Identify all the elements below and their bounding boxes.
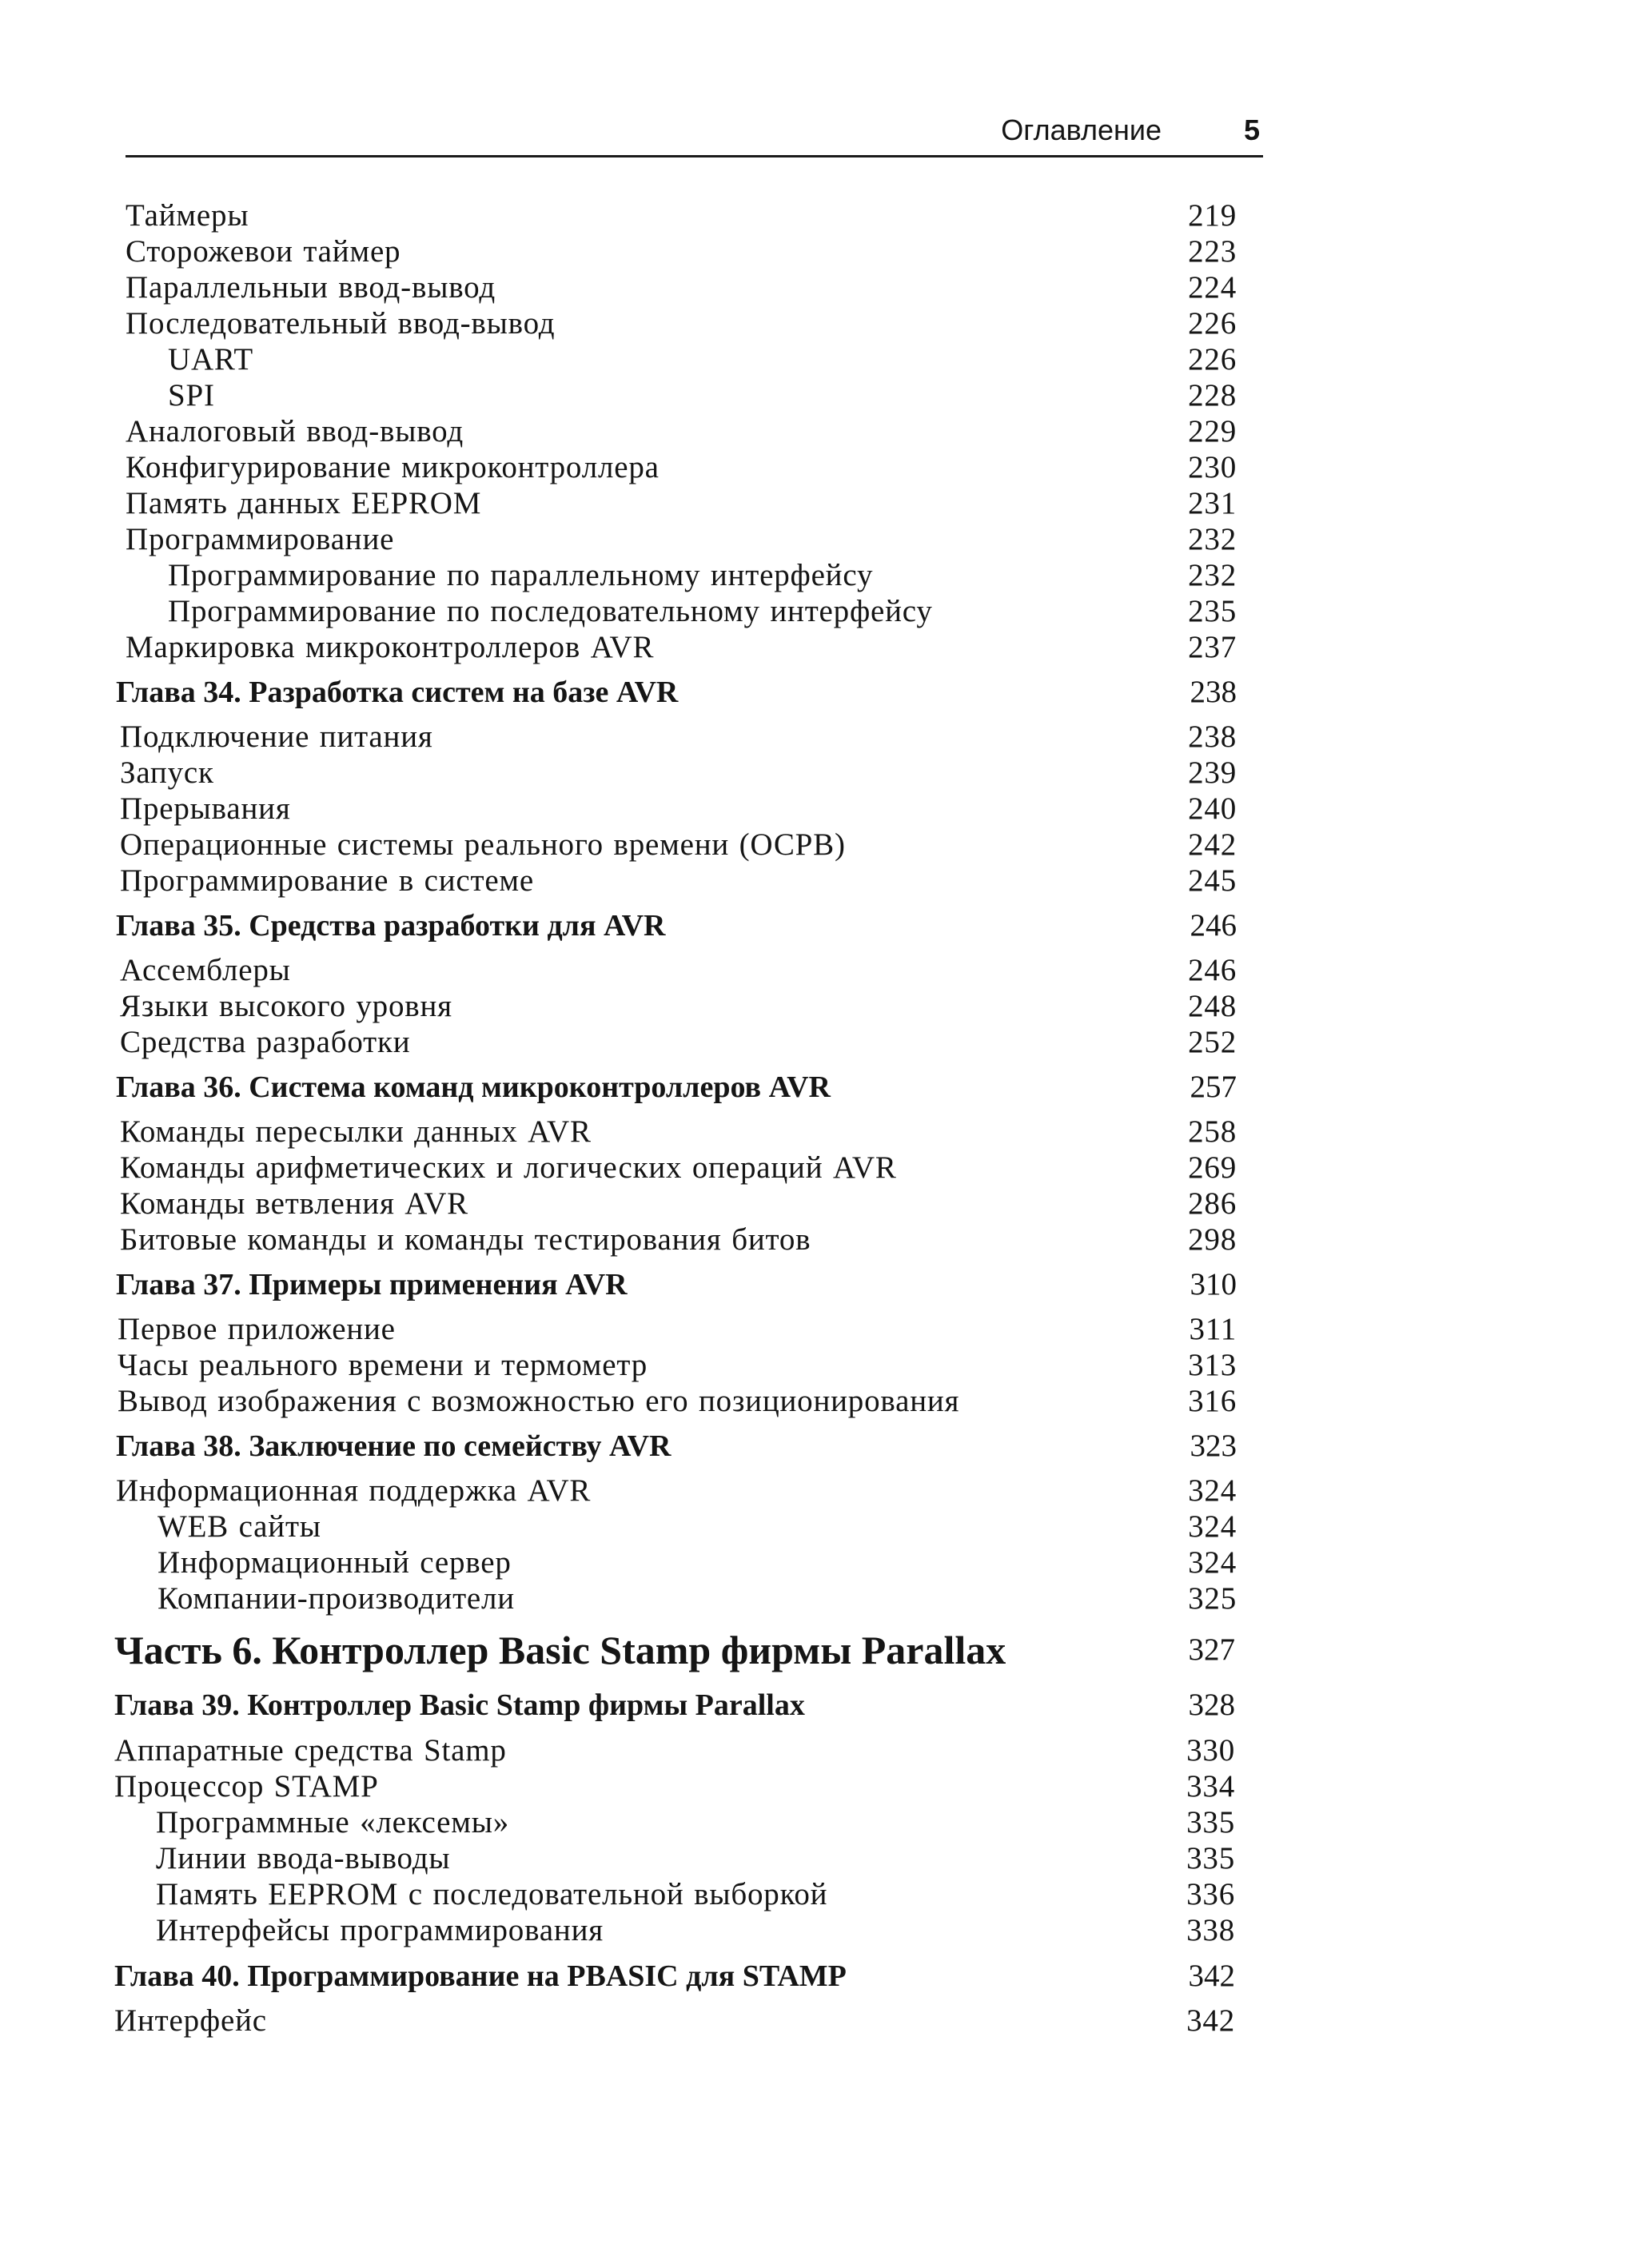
toc-entry[interactable] bbox=[120, 1186, 1237, 1222]
toc-chapter[interactable] bbox=[116, 1267, 1237, 1302]
toc-part-title: Часть 6. Контроллер Basic Stamp фирмы Parallax bbox=[114, 1628, 1006, 1672]
toc-chapter-title: Глава 39. Контроллер Basic Stamp фирмы Parallax bbox=[114, 1688, 805, 1722]
toc-entry-title: Прерывания bbox=[120, 791, 291, 826]
toc-entry[interactable] bbox=[120, 755, 1237, 791]
toc-entry-page: 324 bbox=[1188, 1545, 1237, 1580]
toc-entry-page: 235 bbox=[1188, 594, 1237, 628]
toc-entry[interactable] bbox=[126, 450, 1237, 485]
toc-chapter-title: Глава 35. Средства разработки для AVR bbox=[116, 909, 666, 943]
toc-entry-page: 230 bbox=[1188, 450, 1237, 484]
toc-entry-page: 228 bbox=[1188, 378, 1237, 413]
toc-entry[interactable] bbox=[120, 791, 1237, 827]
toc-entry-page: 224 bbox=[1188, 270, 1237, 305]
toc-subentry[interactable] bbox=[168, 378, 1237, 413]
toc-entry-page: 336 bbox=[1186, 1877, 1235, 1911]
toc-entry-page: 223 bbox=[1188, 234, 1237, 269]
toc-entry[interactable] bbox=[120, 1150, 1237, 1186]
header-title: Оглавление bbox=[1001, 114, 1162, 146]
toc-entry-title: Часы реального времени и термометр bbox=[118, 1348, 648, 1382]
toc-entry-title: Вывод изображения с возможностью его позиционирования bbox=[118, 1384, 960, 1418]
toc-entry-page: 342 bbox=[1186, 2003, 1235, 2038]
toc-entry-title: Битовые команды и команды тестирования битов bbox=[120, 1222, 811, 1257]
toc-entry-title: Параллельныи ввод-вывод bbox=[126, 270, 496, 305]
toc-entry-page: 330 bbox=[1186, 1733, 1235, 1768]
toc-chapter[interactable] bbox=[114, 1688, 1235, 1723]
toc-entry-title: Первое приложение bbox=[118, 1312, 396, 1346]
toc-entry-title: Команды ветвления AVR bbox=[120, 1186, 468, 1221]
toc-entry[interactable] bbox=[126, 198, 1237, 233]
toc-entry[interactable] bbox=[116, 1473, 1237, 1509]
toc-subentry[interactable] bbox=[168, 594, 1237, 629]
toc-entry-page: 338 bbox=[1186, 1913, 1235, 1947]
toc-entry-title: Конфигурирование микроконтроллера bbox=[126, 450, 660, 484]
toc-entry[interactable] bbox=[120, 953, 1237, 988]
toc-subentry[interactable] bbox=[156, 1805, 1235, 1840]
toc-entry-page: 226 bbox=[1188, 306, 1237, 341]
toc-entry-title: Интерфейс bbox=[114, 2003, 267, 2038]
header-page-number: 5 bbox=[1243, 114, 1260, 146]
toc-entry-page: 311 bbox=[1189, 1312, 1237, 1346]
toc-entry-title: Процессор STAMP bbox=[114, 1769, 379, 1804]
toc-entry[interactable] bbox=[120, 1222, 1237, 1258]
toc-entry-title: Команды пересылки данных AVR bbox=[120, 1114, 592, 1149]
toc-entry-page: 335 bbox=[1186, 1841, 1235, 1875]
toc-chapter[interactable] bbox=[116, 908, 1237, 943]
toc-subentry[interactable] bbox=[157, 1581, 1237, 1616]
toc-entry[interactable] bbox=[114, 2003, 1235, 2039]
toc-entry-title: Информационная поддержка AVR bbox=[116, 1473, 592, 1508]
toc-entry-title: Языки высокого уровня bbox=[120, 989, 452, 1023]
toc-entry-page: 324 bbox=[1188, 1509, 1237, 1544]
toc-entry-title: Информационный сервер bbox=[157, 1545, 512, 1580]
toc-chapter-page: 310 bbox=[1190, 1267, 1237, 1301]
toc-entry-page: 232 bbox=[1188, 558, 1237, 592]
toc-entry-title: Команды арифметических и логических операций AVR bbox=[120, 1150, 897, 1185]
toc-entry-title: Линии ввода-выводы bbox=[156, 1841, 451, 1875]
toc-entry-title: Программные «лексемы» bbox=[156, 1805, 509, 1840]
toc-entry-title: Ассемблеры bbox=[120, 953, 291, 987]
toc-chapter-page: 257 bbox=[1190, 1070, 1237, 1104]
toc-chapter[interactable] bbox=[116, 675, 1237, 710]
toc-entry[interactable] bbox=[126, 522, 1237, 557]
toc-entry-title: Программирование по последовательному интерфейсу bbox=[168, 594, 933, 628]
toc-entry-page: 240 bbox=[1188, 791, 1237, 826]
toc-entry-title: Подключение питания bbox=[120, 719, 433, 754]
toc-entry-title: Последовательный ввод-вывод bbox=[126, 306, 556, 341]
toc-subentry[interactable] bbox=[168, 558, 1237, 593]
toc-entry[interactable] bbox=[126, 414, 1237, 449]
toc-entry-page: 246 bbox=[1188, 953, 1237, 987]
toc-entry-title: Операционные системы реального времени (ОСРВ) bbox=[120, 827, 846, 862]
toc-entry[interactable] bbox=[120, 1114, 1237, 1150]
toc-entry-title: Аналоговый ввод-вывод bbox=[126, 414, 464, 448]
toc-entry-page: 229 bbox=[1188, 414, 1237, 448]
toc-entry-title: Память EEPROM с последовательной выборкой bbox=[156, 1877, 828, 1911]
toc-entry-page: 242 bbox=[1188, 827, 1237, 862]
toc-subentry[interactable] bbox=[168, 342, 1237, 377]
toc-entry[interactable] bbox=[118, 1348, 1237, 1383]
toc-subentry[interactable] bbox=[157, 1545, 1237, 1580]
toc-entry[interactable] bbox=[114, 1769, 1235, 1804]
toc-entry-page: 219 bbox=[1188, 198, 1237, 233]
toc-entry-page: 316 bbox=[1188, 1384, 1237, 1418]
toc-entry-title: SPI bbox=[168, 378, 215, 413]
toc-chapter[interactable] bbox=[116, 1070, 1237, 1105]
toc-entry-page: 313 bbox=[1188, 1348, 1237, 1382]
toc-subentry[interactable] bbox=[156, 1841, 1235, 1876]
toc-entry-page: 325 bbox=[1188, 1581, 1237, 1616]
toc-entry-title: Средства разработки bbox=[120, 1025, 411, 1059]
toc-entry-title: Программирование bbox=[126, 522, 395, 556]
toc-entry-title: Запуск bbox=[120, 755, 214, 790]
toc-chapter-page: 323 bbox=[1190, 1429, 1237, 1463]
toc-entry-title: Аппаратные средства Stamp bbox=[114, 1733, 507, 1768]
toc-part-page: 327 bbox=[1188, 1632, 1235, 1667]
toc-entry-title: Таймеры bbox=[126, 198, 249, 233]
toc-entry-title: Интерфейсы программирования bbox=[156, 1913, 604, 1947]
toc-entry[interactable] bbox=[120, 989, 1237, 1024]
toc-entry-title: Программирование по параллельному интерфейсу bbox=[168, 558, 874, 592]
toc-entry[interactable] bbox=[120, 827, 1237, 863]
toc-entry-page: 324 bbox=[1188, 1473, 1237, 1508]
toc-entry[interactable] bbox=[126, 234, 1237, 269]
toc-entry[interactable] bbox=[126, 270, 1237, 305]
toc-entry-page: 252 bbox=[1188, 1025, 1237, 1059]
toc-chapter-page: 246 bbox=[1190, 908, 1237, 943]
toc-entry-title: Память данных EEPROM bbox=[126, 486, 482, 520]
toc-chapter-page: 342 bbox=[1188, 1959, 1235, 1993]
toc-chapter[interactable] bbox=[116, 1429, 1237, 1464]
toc-chapter[interactable] bbox=[114, 1959, 1235, 1994]
toc-subentry[interactable] bbox=[156, 1913, 1235, 1948]
toc-entry-page: 237 bbox=[1188, 630, 1237, 664]
toc-entry[interactable] bbox=[126, 306, 1237, 341]
toc-entry-page: 226 bbox=[1188, 342, 1237, 377]
toc-subentry[interactable] bbox=[156, 1877, 1235, 1912]
toc-chapter-title: Глава 38. Заключение по семейству AVR bbox=[116, 1429, 672, 1463]
toc-entry[interactable] bbox=[120, 1025, 1237, 1060]
toc-entry[interactable] bbox=[126, 486, 1237, 521]
toc-entry-page: 248 bbox=[1188, 989, 1237, 1023]
toc-subentry[interactable] bbox=[157, 1509, 1237, 1545]
toc-chapter-page: 238 bbox=[1190, 675, 1237, 709]
toc-entry[interactable] bbox=[118, 1312, 1237, 1347]
toc-entry-page: 334 bbox=[1186, 1769, 1235, 1804]
toc-entry[interactable] bbox=[120, 719, 1237, 755]
toc-entry-page: 335 bbox=[1186, 1805, 1235, 1840]
toc-entry-title: Программирование в системе bbox=[120, 863, 535, 898]
toc-entry[interactable] bbox=[120, 863, 1237, 899]
toc-entry[interactable] bbox=[118, 1384, 1237, 1419]
toc-entry-page: 258 bbox=[1188, 1114, 1237, 1149]
toc-entry-page: 245 bbox=[1188, 863, 1237, 898]
toc-entry-page: 232 bbox=[1188, 522, 1237, 556]
toc-entry-page: 231 bbox=[1188, 486, 1237, 520]
toc-entry-title: Сторожевои таймер bbox=[126, 234, 401, 269]
toc-entry-page: 269 bbox=[1188, 1150, 1237, 1185]
toc-chapter-page: 328 bbox=[1188, 1688, 1235, 1722]
toc-chapter-title: Глава 40. Программирование на PBASIC для STAMP bbox=[114, 1959, 847, 1993]
toc-entry-page: 239 bbox=[1188, 755, 1237, 790]
toc-part[interactable] bbox=[114, 1627, 1235, 1673]
toc-chapter-title: Глава 34. Разработка систем на базе AVR bbox=[116, 676, 679, 709]
toc-chapter-title: Глава 36. Система команд микроконтроллеров AVR bbox=[116, 1070, 831, 1104]
toc-entry-title: WEB сайты bbox=[157, 1509, 321, 1544]
toc-entry-title: Маркировка микроконтроллеров AVR bbox=[126, 630, 655, 664]
toc-chapter-title: Глава 37. Примеры применения AVR bbox=[116, 1268, 628, 1301]
toc-entry-page: 238 bbox=[1188, 719, 1237, 754]
toc-entry-page: 286 bbox=[1188, 1186, 1237, 1221]
toc-entry[interactable] bbox=[126, 630, 1237, 665]
toc-entry-title: Компании-производители bbox=[157, 1581, 515, 1616]
toc-entry-page: 298 bbox=[1188, 1222, 1237, 1257]
toc-entry[interactable] bbox=[114, 1733, 1235, 1768]
toc-entry-title: UART bbox=[168, 342, 254, 377]
